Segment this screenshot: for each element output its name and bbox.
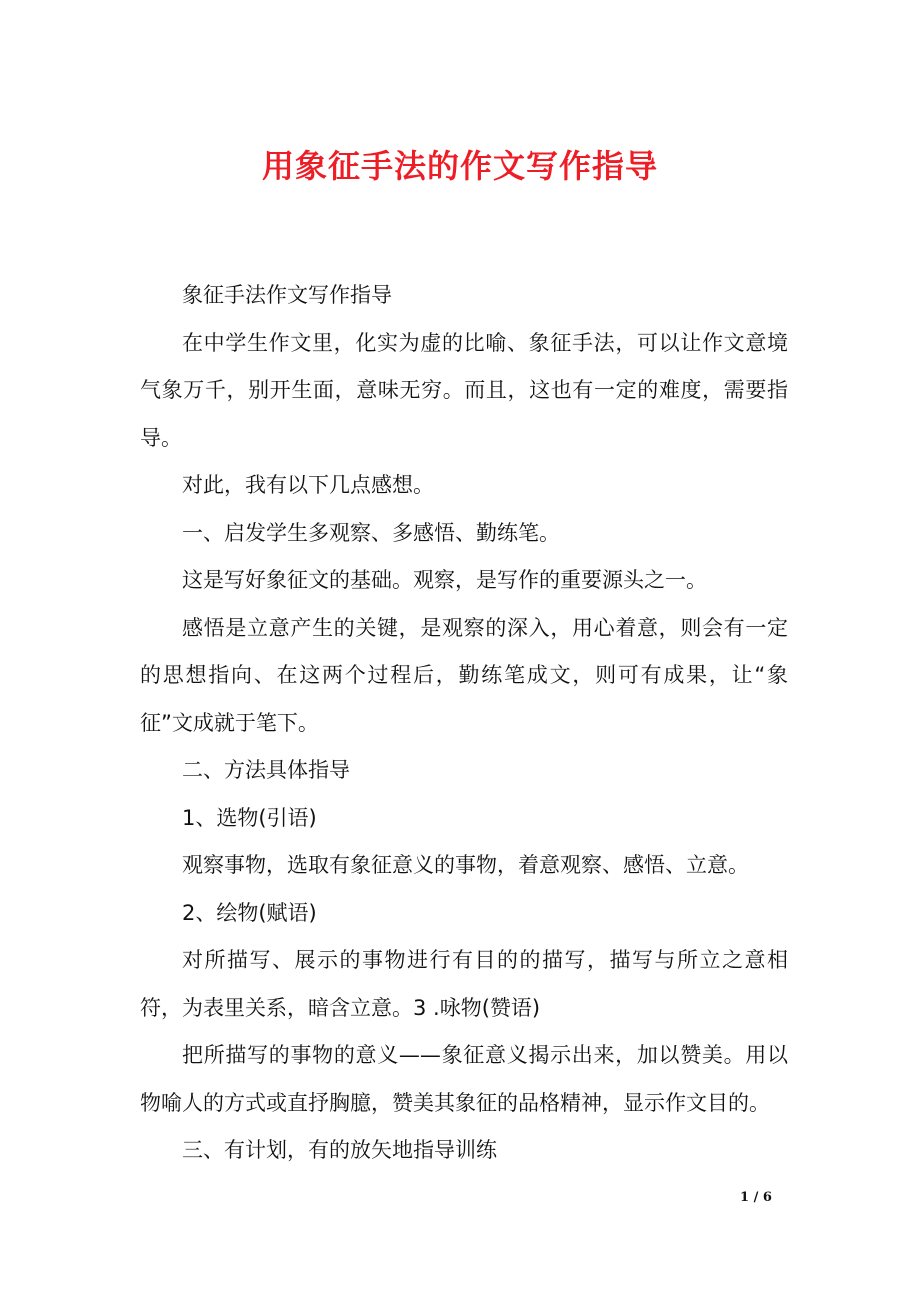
document-body [140, 272, 788, 1175]
section-heading-1: 一、启发学生多观察、多感悟、勤练笔。 [182, 520, 560, 545]
sub-heading-select: 1、选物(引语) [182, 805, 317, 830]
paragraph-describe: 对所描写、展示的事物进行有目的的描写，描写与所立之意相符，为表里关系，暗含立意。3 .咏物(赞语) [140, 948, 788, 1020]
paragraph-insight: 感悟是立意产生的关键，是观察的深入，用心着意，则会有一定的思想指向、在这两个过程后，勤练笔成文，则可有成果，让“象征”文成就于笔下。 [140, 615, 788, 735]
sub-heading-describe: 2、绘物(赋语) [182, 900, 317, 925]
paragraph-praise: 把所描写的事物的意义——象征意义揭示出来，加以赞美。用以物喻人的方式或直抒胸臆，赞美其象征的品格精神，显示作文目的。 [140, 1043, 788, 1115]
paragraph-subtitle: 象征手法作文写作指导 [182, 283, 392, 307]
document-title: 用象征手法的作文写作指导 [261, 147, 658, 185]
section-heading-3: 三、有计划，有的放矢地指导训练 [182, 1138, 497, 1162]
paragraph-select: 观察事物，选取有象征意义的事物，着意观察、感悟、立意。 [182, 853, 749, 877]
paragraph-thoughts: 对此，我有以下几点感想。 [182, 473, 434, 497]
page-number: 1 / 6 [740, 1190, 772, 1205]
section-heading-2: 二、方法具体指导 [182, 758, 350, 782]
paragraph-foundation: 这是写好象征文的基础。观察，是写作的重要源头之一。 [182, 568, 707, 592]
paragraph-intro: 在中学生作文里，化实为虚的比喻、象征手法，可以让作文意境气象万千，别开生面，意味无穷。而且，这也有一定的难度，需要指导。 [140, 330, 788, 450]
